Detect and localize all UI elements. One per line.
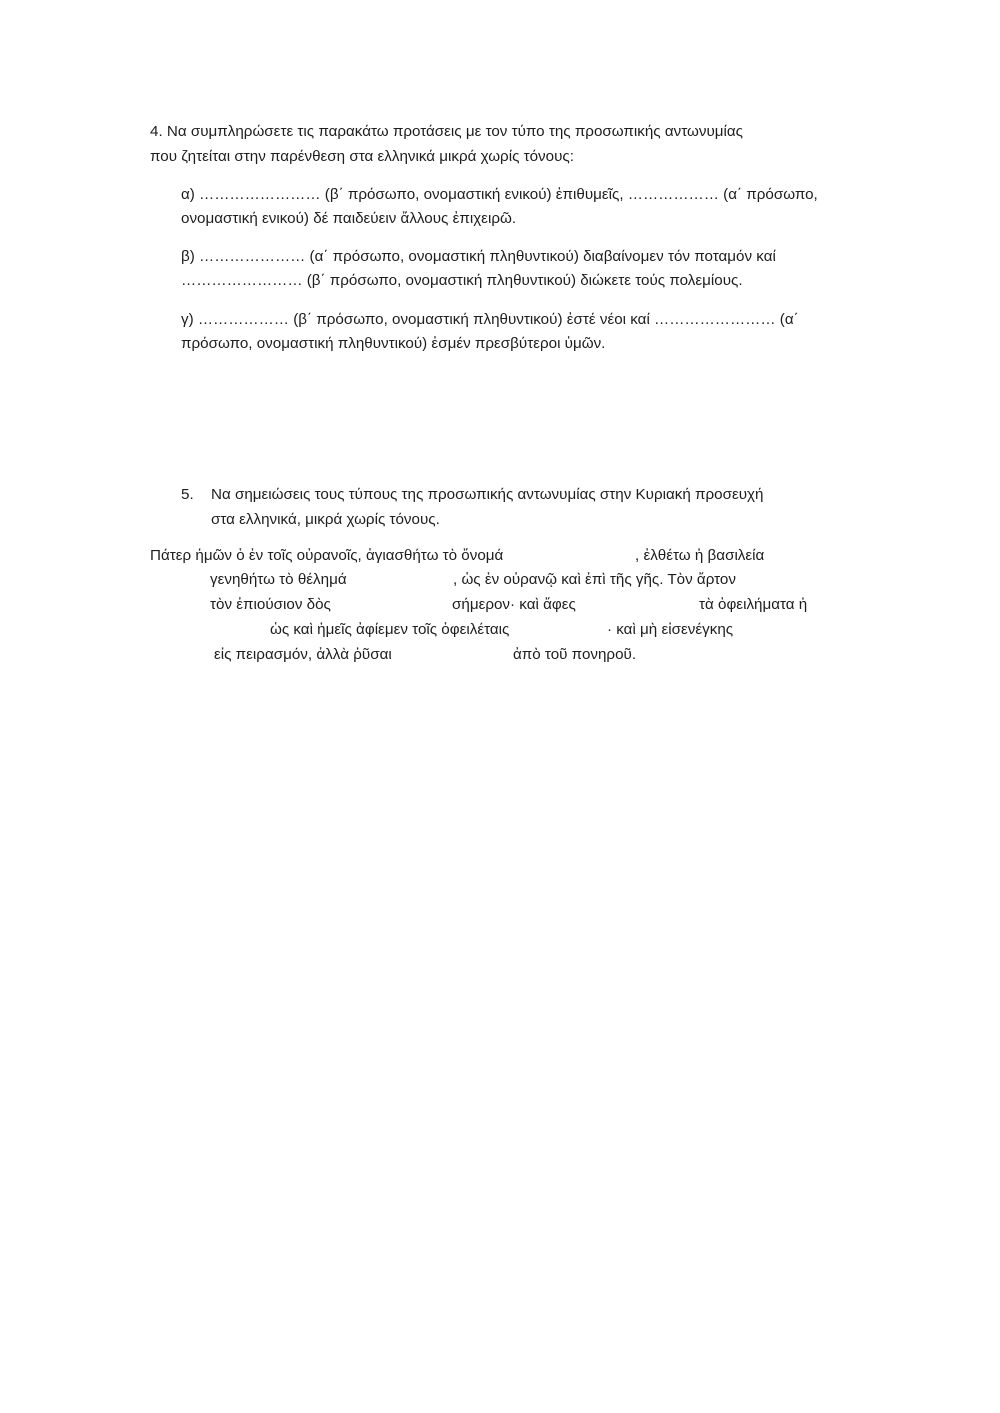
q4-instruction-line2: που ζητείται στην παρένθεση στα ελληνικά μικρά χωρίς τόνους: [150,148,574,165]
prayer-line3-text-b: σήμερον· καὶ ἄφες [452,596,576,613]
prayer-line4-text-a: ὡς καὶ ἡμεῖς ἀφίεμεν τοῖς ὀφειλέταις [270,621,510,638]
blank-slot[interactable] [420,645,510,665]
q4-item-c-line1: γ) ……………… (β΄ πρόσωπο, ονομαστική πληθυντικού) ἐστέ νέοι καί …………………… (α΄ [181,311,799,328]
blank-slot[interactable] [598,595,696,615]
blank-slot[interactable] [372,570,450,590]
prayer-line5-text-a: εἰς πειρασμόν, ἀλλὰ ῥῦσαι [214,646,392,663]
q4-instruction-line1: 4. Να συμπληρώσετε τις παρακάτω προτάσεις με τον τύπο της προσωπικής αντωνυμίας [150,123,743,140]
q5-number: 5. [181,486,194,503]
prayer-line3-text-a: τὸν ἐπιούσιον δὸς [210,596,331,613]
prayer-line2-text-b: , ὡς ἐν οὐρανῷ καὶ ἐπὶ τῆς γῆς. Τὸν ἄρτον [453,571,736,588]
q4-item-c-line2: πρόσωπο, ονομαστική πληθυντικού) ἐσμέν πρεσβύτεροι ὑμῶν. [181,335,606,352]
prayer-line1-text-b: , ἐλθέτω ἡ βασιλεία [635,547,765,564]
prayer-line2-text-a: γενηθήτω τὸ θέλημά [210,571,347,588]
blank-slot[interactable] [555,546,633,566]
q4-item-a-line2: ονομαστική ενικού) δέ παιδεύειν ἄλλους ἐπιχειρῶ. [181,210,517,227]
q5-instruction-line2: στα ελληνικά, μικρά χωρίς τόνους. [211,511,440,528]
q5-instruction-line1: Να σημειώσεις τους τύπους της προσωπικής αντωνυμίας στην Κυριακή προσευχή [211,486,764,503]
blank-slot[interactable] [355,595,449,615]
prayer-line3-text-c: τὰ ὀφειλήματα ἡ [699,596,808,613]
prayer-line5-text-b: ἀπὸ τοῦ πονηροῦ. [513,646,637,663]
q4-item-b-line2: …………………… (β΄ πρόσωπο, ονομαστική πληθυντικού) διώκετε τούς πολεμίους. [181,272,743,289]
prayer-line1-text-a: Πάτερ ἡμῶν ὁ ἐν τοῖς οὐρανοῖς, ἁγιασθήτω τὸ ὄνομά [150,547,504,564]
q4-item-b-line1: β) ………………… (α΄ πρόσωπο, ονομαστική πληθυντικού) διαβαίνομεν τόν ποταμόν καί [181,248,776,265]
q4-item-a-line1: α) …………………… (β΄ πρόσωπο, ονομαστική ενικού) ἐπιθυμεῖς, ……………… (α΄ πρόσωπο, [181,186,818,203]
prayer-line4-text-b: · καὶ μὴ εἰσενέγκης [607,621,734,638]
blank-slot[interactable] [180,620,265,640]
blank-slot[interactable] [558,620,606,640]
